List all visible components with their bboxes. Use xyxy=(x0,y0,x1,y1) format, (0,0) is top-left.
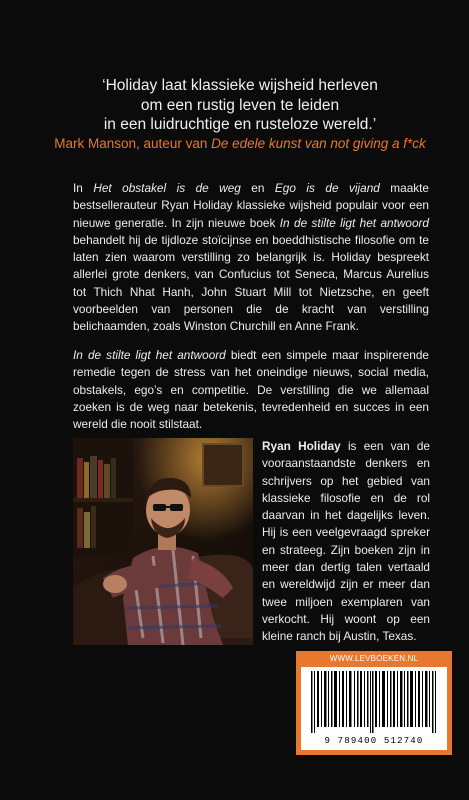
barcode-bars xyxy=(309,671,439,733)
endorsement-quote xyxy=(40,76,440,135)
quote-attribution xyxy=(40,135,440,152)
book-title: Ego is de vijand xyxy=(274,181,380,195)
barcode-panel xyxy=(296,651,452,755)
attribution-book-title: De edele kunst van not giving a f*ck xyxy=(211,136,426,151)
book-title: In de stilte ligt het antwoord xyxy=(73,348,226,362)
blurb-text: maakte bestsellerauteur Ryan Holiday klassieke wijsheid populair voor een nieuwe generatie. In zijn nieuwe boek xyxy=(73,181,429,230)
book-title: Het obstakel is de weg xyxy=(93,181,241,195)
isbn-number: 9 789400 512740 xyxy=(324,736,424,746)
publisher-url: WWW.LEVBOEKEN.NL xyxy=(329,654,419,663)
quote-line: ‘Holiday laat klassieke wijsheid herleven xyxy=(102,77,378,94)
blurb-text: In xyxy=(73,181,94,195)
author-name: Ryan Holiday xyxy=(262,439,341,453)
attribution-author: Mark Manson, auteur van xyxy=(54,136,212,151)
blurb-paragraph-1 xyxy=(73,180,429,336)
author-photo xyxy=(73,438,253,645)
quote-line: om een rustig leven te leiden xyxy=(140,96,340,114)
book-title: In de stilte ligt het antwoord xyxy=(279,215,429,230)
blurb-text: biedt een simpele maar inspirerende remedie tegen de stress van het oneindige nieuws, social media, obstakels, ego’s en competitie. De verstilling die we allemaal zoeken is de weg naar betekenis, tevredenheid en succes in een wereld die nooit stilstaat. xyxy=(73,348,429,432)
blurb-text: behandelt hij de tijdloze stoïcijnse en boeddhistische filosofie om te laten zien waarom verstilling zo belangrijk is. Holiday bespreekt allerlei grote denkers, van Confucius tot Seneca, Marcus Aurelius tot Thich Nhat Hanh, John Stuart Mill tot Nietzsche, en geeft voorbeelden van personen die de kracht van verstilling belichaamden, zoals Winston Churchill en Anne Frank. xyxy=(73,232,429,334)
author-bio xyxy=(262,438,430,646)
blurb-paragraph-2 xyxy=(73,347,429,433)
blurb-text: en xyxy=(240,181,275,195)
quote-line: in een luidruchtige en rusteloze wereld.’ xyxy=(103,116,377,133)
bio-text: is een van de vooraanstaandste denkers en schrijvers op het gebied van klassieke filosofie en de rol daarvan in het dagelijks leven. Hij is een veelgevraagd spreker en strateeg. Zijn boeken zijn in meer dan dertig talen vertaald en wereldwijd zijn er meer dan twee miljoen exemplaren van verkocht. Hij woont op een kleine ranch bij Austin, Texas. xyxy=(262,439,430,644)
barcode-label xyxy=(301,667,447,750)
